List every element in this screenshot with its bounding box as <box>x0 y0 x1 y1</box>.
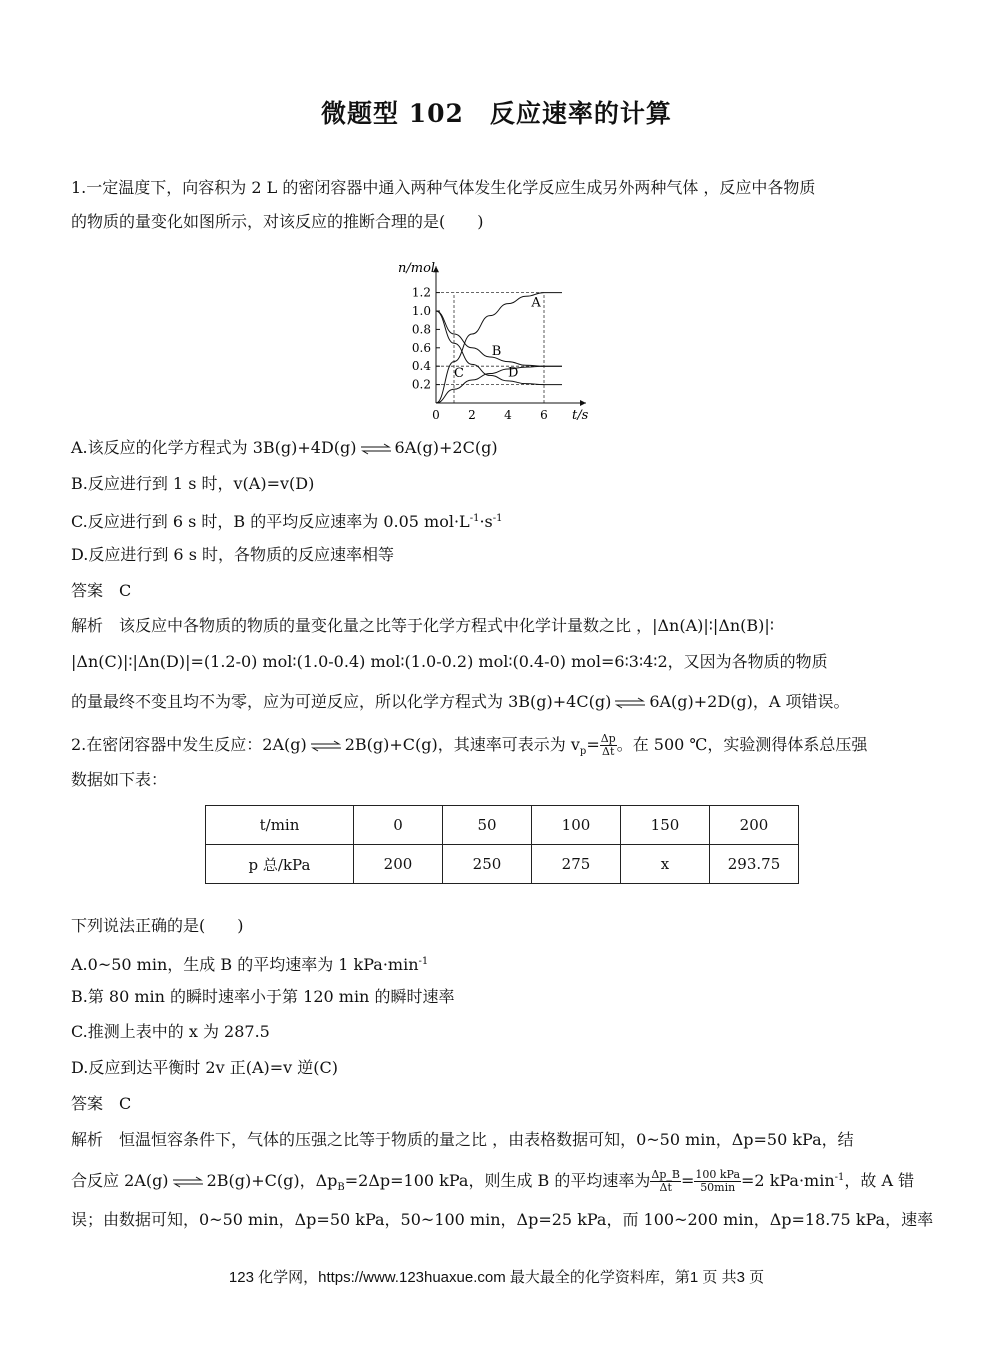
q1-analysis-line2: |Δn(C)|∶|Δn(D)|=(1.2-0) mol∶(1.0-0.4) mol∶(1.0-0.2) mol∶(0.4-0) mol=6∶3∶4∶2，又因为各物质的物质 <box>71 652 828 671</box>
q2-stem-mid: 2B(g)+C(g)，其速率可表示为 v <box>344 735 580 754</box>
q2-analysis-line2-left: 合反应 2A(g) <box>71 1171 169 1190</box>
q2-stem-right: 。在 500 ℃，实验测得体系总压强 <box>616 735 868 754</box>
q2-answer: 答案 C <box>71 1094 132 1113</box>
q1-option-a-right: 6A(g)+2C(g) <box>394 438 498 457</box>
superscript: -1 <box>469 513 480 524</box>
table-row <box>206 845 799 884</box>
q2-option-a <box>71 952 428 975</box>
q2-question: 下列说法正确的是( ) <box>71 916 244 935</box>
q1-analysis-line3 <box>71 692 850 712</box>
q1-option-c-unit: ·s <box>479 512 493 531</box>
q1-analysis-line1: 解析 该反应中各物质的物质的量变化量之比等于化学方程式中化学计量数之比 ，|Δn(A)|∶|Δn(B)|∶ <box>71 616 774 635</box>
q2-option-c: C.推测上表中的 x 为 287.5 <box>71 1022 270 1041</box>
subscript: p <box>579 746 587 758</box>
table-cell: 200 <box>710 806 799 845</box>
rate-fraction <box>600 733 617 758</box>
table-cell: 50 <box>443 806 532 845</box>
fraction-numerator: 100 kPa <box>695 1168 741 1181</box>
q1-option-c <box>71 509 502 532</box>
chart-y-tick-label: 1.2 <box>411 285 431 300</box>
q2-option-d: D.反应到达平衡时 2v 正(A)=v 逆(C) <box>71 1058 339 1077</box>
chart-x-axis-label: t/s <box>572 408 589 420</box>
q2-analysis-line2-mid: 2B(g)+C(g)，Δp <box>206 1171 338 1190</box>
equilibrium-arrow-icon <box>171 1176 205 1188</box>
q1-option-d: D.反应进行到 6 s 时，各物质的反应速率相等 <box>71 545 394 564</box>
fraction-denominator: Δt <box>659 1181 672 1194</box>
table-cell: 293.75 <box>710 845 799 884</box>
q2-analysis-line2-mid2: =2Δp=100 kPa，则生成 B 的平均速率为 <box>344 1171 651 1190</box>
q1-analysis-line3-right: 6A(g)+2D(g)，A 项错误。 <box>649 692 850 711</box>
pressure-table <box>205 805 799 884</box>
series-label-A: A <box>531 295 541 311</box>
chart-y-tick-label: 0.4 <box>411 359 431 374</box>
q1-option-a <box>71 438 498 458</box>
chart-y-axis-label: n/mol <box>398 261 436 277</box>
q2-stem-left: 2.在密闭容器中发生反应：2A(g) <box>71 735 307 754</box>
page-title: 微题型 102 反应速率的计算 <box>321 99 672 128</box>
fraction-delta <box>650 1169 681 1194</box>
equilibrium-arrow-icon <box>309 740 343 752</box>
chart-x-tick-label: 0 <box>432 408 440 420</box>
chart-y-tick-label: 1.0 <box>411 304 431 318</box>
table-cell: 200 <box>354 845 443 884</box>
table-cell: 250 <box>443 845 532 884</box>
subscript: B <box>337 1182 345 1194</box>
chart-x-tick-label: 6 <box>540 408 548 420</box>
equilibrium-arrow-icon <box>613 697 647 709</box>
equilibrium-arrow-icon <box>359 443 393 455</box>
q1-option-b: B.反应进行到 1 s 时，v(A)=v(D) <box>71 474 315 493</box>
table-cell: 100 <box>532 806 621 845</box>
q2-analysis-line2: 合反应 2A(g) 2B(g)+C(g)，$\Delta p_B=2\Delta p=100$ kPa，则生成 B 的平均速率为 $\frac{\Delta p\_B}{\Delta t}$ = $\frac{\text{100 kPa}}{50\min}$ =2 $kPa\cdot\min^{-1}$，故 A 错 <box>71 1168 915 1194</box>
superscript: -1 <box>834 1172 845 1183</box>
q2-analysis-line3: 误；由数据可知，0~50 min，Δp=50 kPa，50~100 min，Δp=25 kPa，而 100~200 min，Δp=18.75 kPa，速率 <box>71 1210 934 1229</box>
q1-chart <box>385 240 605 420</box>
superscript: -1 <box>492 513 503 524</box>
fraction-numerator: Δp <box>600 732 616 745</box>
fraction-values <box>694 1169 741 1194</box>
table-cell: 275 <box>532 845 621 884</box>
table-cell: t/min <box>206 806 354 845</box>
superscript: -1 <box>418 956 429 967</box>
table-cell: 0 <box>354 806 443 845</box>
chart-y-tick-label: 0.8 <box>411 322 431 337</box>
chart-x-tick-label: 4 <box>504 408 512 420</box>
fraction-numerator: Δp_B <box>651 1168 680 1181</box>
fraction-denominator: Δt <box>602 745 615 758</box>
q1-stem-line2: 的物质的量变化如图所示，对该反应的推断合理的是( ) <box>71 212 484 231</box>
q2-option-b: B.第 80 min 的瞬时速率小于第 120 min 的瞬时速率 <box>71 987 455 1006</box>
page-footer: 123 化学网，https://www.123huaxue.com 最大最全的化学资料库，第1 页 共3 页 <box>228 1269 765 1286</box>
q1-option-a-left: A.该反应的化学方程式为 3B(g)+4D(g) <box>71 438 357 457</box>
q2-stem-line1: 2.在密闭容器中发生反应：2A(g) 2B(g)+C(g)，其速率可表示为 $v_p=$ $\frac{\Delta p}{\Delta t}$ 。在 500 ℃，实验测得体系总压强 <box>71 732 868 758</box>
q2-stem-line2: 数据如下表： <box>71 770 168 789</box>
q2-analysis-line1: 解析 恒温恒容条件下，气体的压强之比等于物质的量之比 ，由表格数据可知，0~50 min，Δp=50 kPa，结 <box>71 1130 854 1149</box>
fraction-denominator: 50min <box>700 1181 736 1194</box>
series-label-B: B <box>491 344 502 360</box>
chart-y-tick-label: 0.2 <box>411 377 431 392</box>
series-label-C: C <box>454 366 464 382</box>
chart-x-tick-label: 2 <box>468 408 476 420</box>
series-label-D: D <box>508 365 519 381</box>
chart-y-tick-label: 0.6 <box>411 340 431 355</box>
chart-x-arrow <box>580 400 586 406</box>
table-cell: p 总/kPa <box>206 845 354 884</box>
q1-stem-line1: 1.一定温度下，向容积为 2 L 的密闭容器中通入两种气体发生化学反应生成另外两种气体 ，反应中各物质 <box>71 178 816 197</box>
table-cell: 150 <box>621 806 710 845</box>
q1-option-c-text: C.反应进行到 6 s 时，B 的平均反应速率为 0.05 mol·L <box>71 512 470 531</box>
table-cell: x <box>621 845 710 884</box>
q1-answer: 答案 C <box>71 581 132 600</box>
q2-analysis-line2-end: ，故 A 错 <box>844 1171 915 1190</box>
q2-analysis-line2-result: =2 kPa·min <box>741 1171 835 1190</box>
q2-option-a-text: A.0~50 min，生成 B 的平均速率为 1 kPa·min <box>71 955 419 974</box>
q1-analysis-line3-left: 的量最终不变且均不为零，应为可逆反应，所以化学方程式为 3B(g)+4C(g) <box>71 692 612 711</box>
table-row <box>206 806 799 845</box>
